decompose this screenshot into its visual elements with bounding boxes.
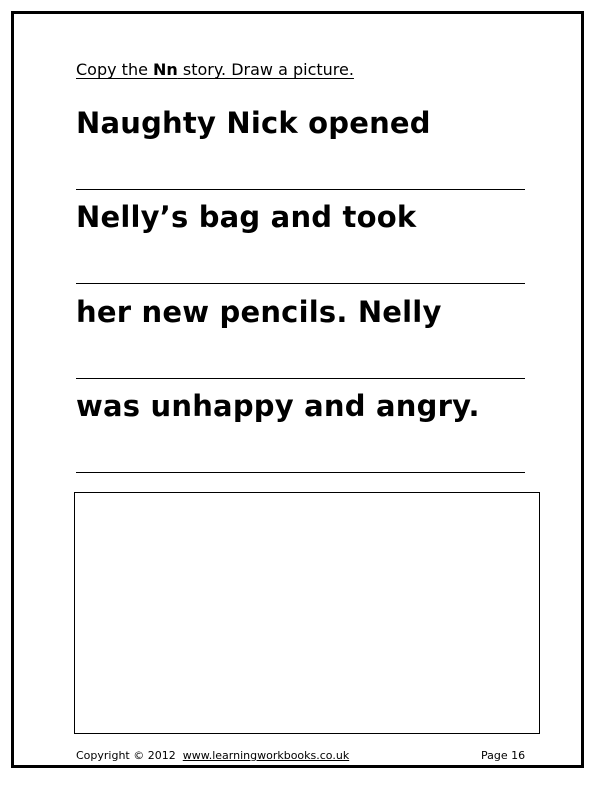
- story-line-1: Naughty Nick opened: [76, 106, 431, 140]
- story-line-3: her new pencils. Nelly: [76, 295, 442, 329]
- page-number: Page 16: [481, 749, 526, 762]
- footer-copyright: [76, 749, 349, 762]
- website-link[interactable]: www.learningworkbooks.co.uk: [182, 749, 350, 762]
- writing-line-2[interactable]: [76, 283, 525, 284]
- copyright-text: Copyright © 2012: [76, 749, 176, 762]
- writing-line-3[interactable]: [76, 378, 525, 379]
- story-line-2: Nelly’s bag and took: [76, 200, 417, 234]
- instruction-before: Copy the: [76, 60, 154, 79]
- writing-line-1[interactable]: [76, 189, 525, 190]
- instruction-after: story. Draw a picture.: [177, 60, 354, 79]
- instruction-text: [76, 60, 354, 79]
- instruction-letters: Nn: [153, 60, 178, 79]
- writing-line-4[interactable]: [76, 472, 525, 473]
- drawing-box[interactable]: [74, 492, 540, 734]
- story-line-4: was unhappy and angry.: [76, 389, 480, 423]
